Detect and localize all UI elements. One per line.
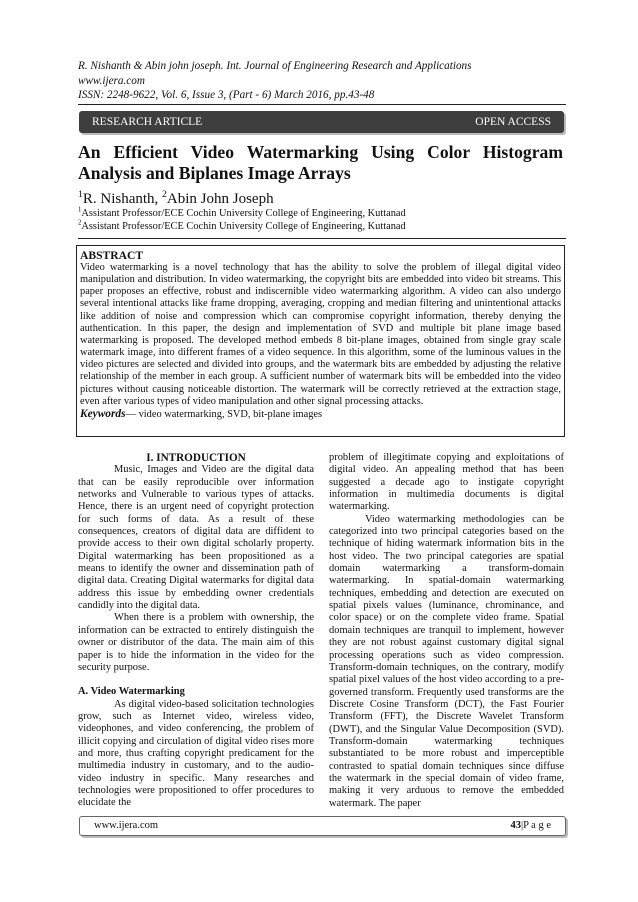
footer-url[interactable]: www.ijera.com bbox=[94, 820, 159, 831]
page-number: 43 bbox=[510, 820, 521, 831]
journal-citation: R. Nishanth & Abin john joseph. Int. Journal of Engineering Research and Applications bbox=[78, 60, 472, 72]
footer-page bbox=[511, 817, 552, 835]
author-sup-2: 2 bbox=[162, 189, 167, 200]
abstract-heading: ABSTRACT bbox=[80, 249, 144, 262]
paper-title bbox=[78, 142, 563, 184]
affiliation-sup: 2 bbox=[78, 219, 82, 227]
journal-header bbox=[78, 59, 563, 103]
keywords-text: — video watermarking, SVD, bit-plane images bbox=[125, 408, 323, 420]
affiliation-text: Assistant Professor/ECE Cochin University College of Engineering, Kuttanad bbox=[81, 220, 406, 232]
paper-title-line1: An Efficient Video Watermarking Using Color Histogram bbox=[78, 142, 563, 162]
affiliations bbox=[78, 208, 406, 233]
abstract-box bbox=[76, 245, 565, 437]
left-column bbox=[78, 452, 314, 810]
video-watermarking-paragraph: As digital video-based solicitation technologies grow, such as Internet video, wireless video, videophones, and video conferencing, the problem of illicit copying and circulation of digital video rises more and more, thus crafting copyright predicament for the multimedia industry in customary, and to the audio-video industry in specific. Many researches and technologies were propositioned to offer procedures to elucidate the bbox=[78, 698, 314, 809]
page-label: |P a g e bbox=[521, 820, 551, 831]
open-access-label: OPEN ACCESS bbox=[475, 116, 551, 128]
keywords-line bbox=[80, 408, 561, 421]
title-block-rule bbox=[78, 238, 566, 239]
paper-title-line2: Analysis and Biplanes Image Arrays bbox=[78, 163, 351, 183]
affiliation-2 bbox=[78, 221, 406, 234]
right-column bbox=[329, 452, 564, 810]
affiliation-text: Assistant Professor/ECE Cochin University College of Engineering, Kuttanad bbox=[81, 208, 406, 219]
author-1: R. Nishanth, bbox=[82, 191, 163, 207]
header-rule bbox=[78, 104, 566, 105]
research-article-label: RESEARCH ARTICLE bbox=[92, 116, 203, 128]
intro-paragraph-2: When there is a problem with ownership, the information can be extracted to entirely distinguish the owner or distributor of the data. The main aim of this paper is to hide the information in the video for the security purpose. bbox=[78, 612, 314, 673]
page-footer bbox=[79, 816, 566, 836]
affiliation-sup: 1 bbox=[78, 206, 82, 214]
subsection-heading-video-watermarking: A. Video Watermarking bbox=[78, 686, 185, 698]
journal-issn: ISSN: 2248-9622, Vol. 6, Issue 3, (Part - 6) March 2016, pp.43-48 bbox=[78, 89, 375, 102]
intro-paragraph-1: Music, Images and Video are the digital data that can be easily reproducible over information networks and Vulnerable to various types of attacks. Hence, there is an urgent need of copyright protection for such forms of data. As a result of these consequences, creators of digital data are diffident to provide access to their own digital scholarly property. Digital watermarking has been propositioned as a means to identify the owner and dissemination path of digital data. Creating Digital watermarks for digital data address this issue by embedding owner credentials candidly into the digital data. bbox=[78, 464, 314, 612]
author-sup-1: 1 bbox=[78, 189, 83, 200]
affiliation-1 bbox=[78, 208, 406, 221]
abstract-text: Video watermarking is a novel technology that has the ability to solve the problem of illegal digital video manipulation and distribution. In video watermarking, the copyright bits are embedded into video bit streams. This paper proposes an effective, robust and indiscernible video watermarking algorithm. A video can also undergo several intentional attacks like frame dropping, averaging, cropping and median filtering and unintentional attacks like addition of noise and compression which can compromise copyright information, thereby denying the authentication. In this paper, the design and implementation of SVD and multiple bit plane image based watermarking is proposed. The developed method embeds 8 bit-plane images, obtained from single gray scale watermark image, into different frames of a video sequence. In this algorithm, some of the luminous values in the video pictures are selected and divided into groups, and the watermark bits are embedded by adjusting the relative relationship of the member in each group. A sufficient number of watermark bits will be embedded into the video pictures without causing noticeable distortion. The watermark will be correctly retrieved at the extraction stage, even after various types of video manipulation and other signal processing attacks. bbox=[80, 262, 561, 407]
right-paragraph-2: Video watermarking methodologies can be categorized into two principal categories based on the technique of hiding watermark information bits in the host video. The two principal categories are spatial domain watermarking a transform-domain watermarking. In spatial-domain watermarking techniques, embedding and detection are executed on spatial pixels values (luminance, chrominance, and color space) or on the complete video frame. Spatial domain techniques are tranquil to implement, however they are not robust against customary digital signal processing operations such as video compression. Transform-domain techniques, on the contrary, modify spatial pixel values of the host video according to a pre-governed transform. Frequently used transforms are the Discrete Cosine Transform (DCT), the Fast Fourier Transform (FFT), the Discrete Wavelet Transform (DWT), and the Singular Value Decomposition (SVD). Transform-domain watermarking techniques substantiated to be more robust and imperceptible contrasted to spatial domain techniques since diffuse the watermark in the special domain of video frame, making it very arduous to remove the embedded watermark. The paper bbox=[329, 513, 564, 809]
section-heading-introduction: I. INTRODUCTION bbox=[146, 452, 246, 464]
author-2: Abin John Joseph bbox=[166, 191, 274, 207]
article-type-banner bbox=[79, 111, 564, 133]
author-list bbox=[78, 190, 274, 208]
journal-url[interactable]: www.ijera.com bbox=[78, 74, 145, 87]
right-paragraph-1: problem of illegitimate copying and exploitations of digital video. An appealing method that has been suggested a decade ago to instigate copyright information in multimedia documents is digital watermarking. bbox=[329, 452, 564, 513]
keywords-label: Keywords bbox=[80, 407, 126, 420]
